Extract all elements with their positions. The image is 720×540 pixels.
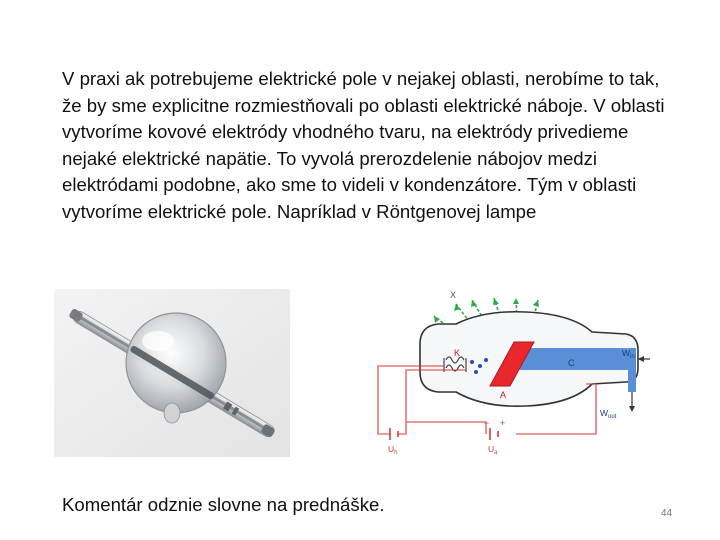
label-win: $W_{in}$ [622,348,635,360]
label-c: C [568,358,575,368]
label-uh: $U_h$ [388,444,398,456]
label-ua: $U_a$ [488,444,498,456]
label-k: K [454,348,461,358]
intro-paragraph: V praxi ak potrebujeme elektrické pole v nejakej oblasti, nerobíme to tak, že by sme explicitne rozmiestňovali po oblasti elektrické náboje. V oblasti vytvoríme kovové elektródy vhodného tvaru, na elektródy privedieme nejaké elektrické napätie. To vyvolá prerozdelenie nábojov medzi elektródami podobne, ako sme to videli v kondenzátore. Tým v oblasti vytvoríme elektrické pole. Napríklad v Röntgenovej lampe [62,68,665,222]
page-number: 44 [661,508,673,519]
xray-tube-diagram [376,286,650,460]
sign-plus: + [500,418,506,428]
sign-minus: − [484,418,490,428]
xray-tube-photo [54,289,290,457]
label-wout: $W_{out}$ [600,408,617,420]
lecture-comment: Komentár odznie slovne na prednáške. [62,494,385,515]
label-a: A [500,390,507,400]
label-x: X [450,290,457,300]
